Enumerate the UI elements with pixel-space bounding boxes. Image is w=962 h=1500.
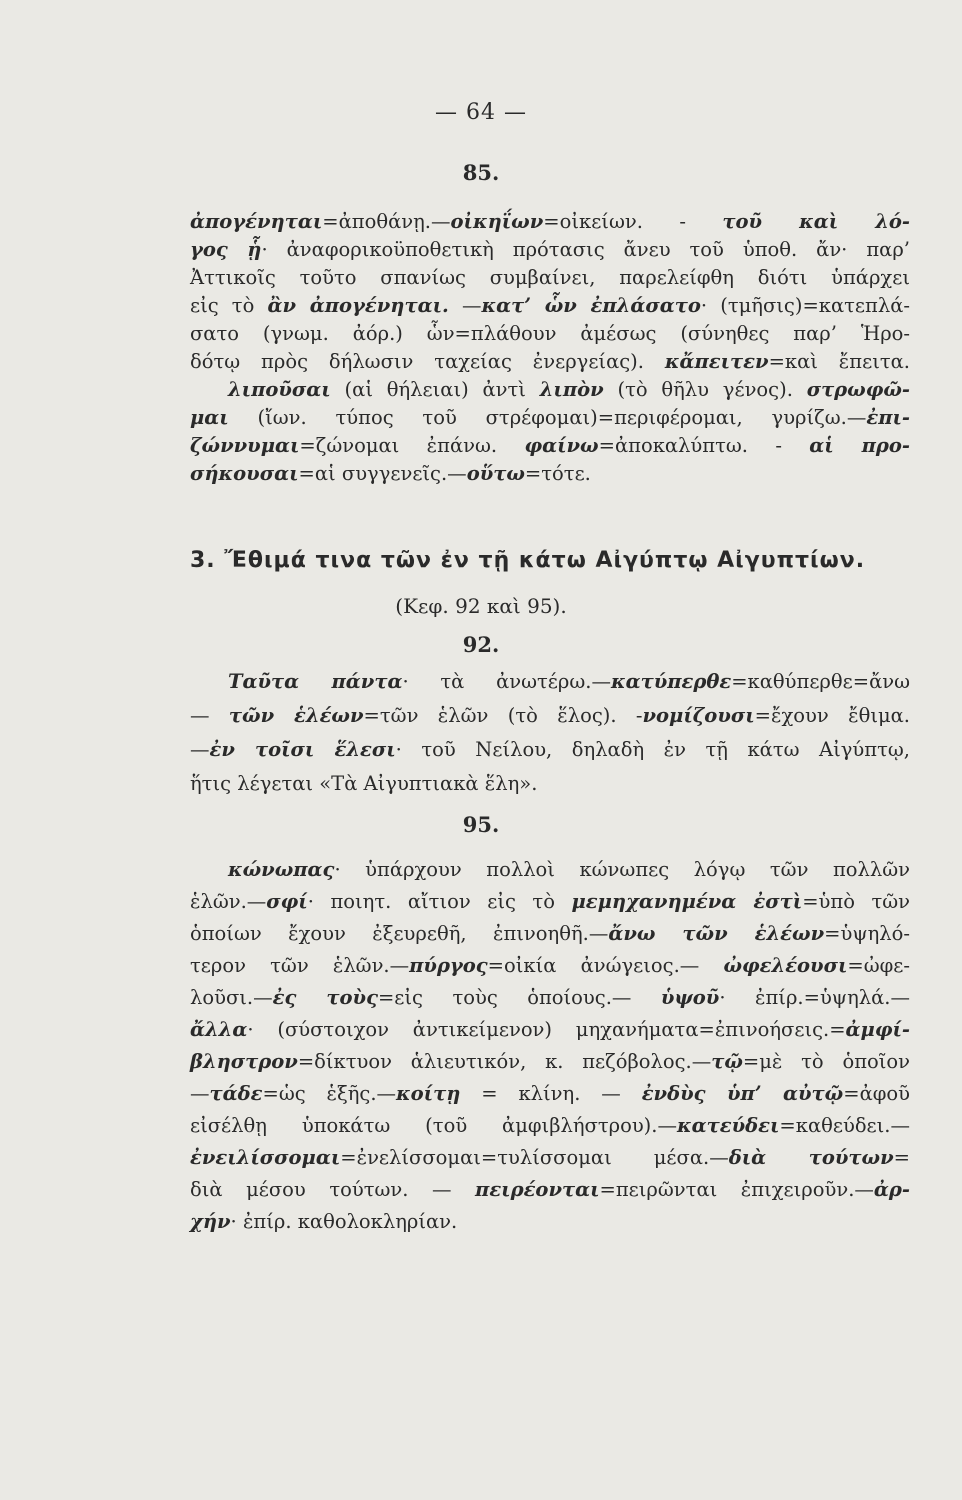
- text-line-25: [190, 1176, 910, 1204]
- lemma: κοίτῃ: [396, 1082, 461, 1105]
- lemma: νομίζουσι: [642, 704, 755, 727]
- gloss: =πειρῶνται ἐπιχειροῦν.—: [599, 1178, 874, 1201]
- gloss: =καθεύδει.—: [779, 1114, 910, 1137]
- text-line-12: [190, 702, 910, 730]
- text-line-5: [190, 320, 910, 348]
- gloss: —: [190, 738, 210, 761]
- text-line-2: [190, 236, 910, 264]
- lemma: κἄπειτεν: [664, 350, 769, 373]
- gloss: =καθύπερθε=ἄνω: [731, 670, 910, 693]
- text-line-17: [190, 920, 910, 948]
- gloss: δότῳ πρὸς δήλωσιν ταχείας ἐνεργείας).: [190, 350, 644, 373]
- gloss: =εἰς τοὺς ὁποίους.—: [377, 986, 632, 1009]
- lemma: βληστρον: [190, 1050, 298, 1073]
- lemma: τοῦ καὶ λό-: [722, 210, 910, 233]
- lemma: κατ’ ὧν ἐπλάσατο: [481, 294, 701, 317]
- lemma: ἐν τοῖσι ἕλεσι: [209, 738, 396, 761]
- lemma: μεμηχανημένα ἐστὶ: [571, 890, 803, 913]
- text-line-3: [190, 264, 910, 292]
- lemma: ἀρ-: [873, 1178, 910, 1201]
- gloss: =οἰκείων. -: [543, 210, 686, 233]
- text-line-23: [190, 1112, 910, 1140]
- lemma: τῷ: [711, 1050, 743, 1073]
- lemma: ἄλλα: [190, 1018, 248, 1041]
- gloss: · ἐπίρ.=ὑψηλά.—: [719, 986, 911, 1009]
- chapter-subheading: (Κεφ. 92 καὶ 95).: [395, 594, 567, 618]
- gloss: =ὑπὸ τῶν: [802, 890, 911, 913]
- text-line-6: [190, 348, 910, 376]
- lemma: φαίνω: [524, 434, 599, 457]
- text-line-15: [228, 856, 910, 884]
- gloss: · ποιητ. αἴτιον εἰς τὸ: [307, 890, 555, 913]
- lemma: ἀμφί-: [845, 1018, 910, 1041]
- text-line-22: [190, 1080, 910, 1108]
- section-number-85: 85.: [462, 160, 500, 185]
- gloss: λοῦσι.—: [190, 986, 273, 1009]
- lemma: διὰ τούτων: [728, 1146, 894, 1169]
- section-number-92: 92.: [462, 632, 500, 657]
- text-line-20: [190, 1016, 910, 1044]
- gloss: · τὰ ἀνωτέρω.—: [402, 670, 611, 693]
- lemma: λιποῦσαι: [228, 378, 331, 401]
- lemma: τάδε: [209, 1082, 263, 1105]
- gloss: (τὸ θῆλυ γένος).: [617, 378, 793, 401]
- gloss: =ἐνελίσσομαι=τυλίσσομαι μέσα.—: [340, 1146, 729, 1169]
- gloss: =καὶ ἔπειτα.: [768, 350, 910, 373]
- text-line-24: [190, 1144, 910, 1172]
- gloss: —: [461, 294, 482, 317]
- lemma: ἄνω τῶν ἑλέων: [608, 922, 825, 945]
- chapter-heading: 3. Ἔθιμά τινα τῶν ἐν τῇ κάτω Αἰγύπτῳ Αἰγυπτίων.: [190, 548, 866, 573]
- gloss: =δίκτυον ἁλιευτικόν, κ. πεζόβολος.—: [297, 1050, 712, 1073]
- gloss: ἑλῶν.—: [190, 890, 267, 913]
- gloss: · (τμῆσις)=κατεπλά-: [700, 294, 910, 317]
- lemma: κατύπερθε: [610, 670, 732, 693]
- gloss: (ἴων. τύπος τοῦ στρέφομαι)=περιφέρομαι, γυρίζω.—: [257, 406, 867, 429]
- gloss: · ἀναφορικοϋποθετικὴ πρότασις ἄνευ τοῦ ὑποθ. ἄν· παρ’: [261, 238, 910, 261]
- gloss: ἥτις λέγεται «Τὰ Αἰγυπτιακὰ ἕλη».: [190, 772, 538, 795]
- gloss: · τοῦ Νείλου, δηλαδὴ ἐν τῇ κάτω Αἰγύπτῳ,: [395, 738, 910, 761]
- gloss: =ἔχουν ἔθιμα.: [754, 704, 910, 727]
- gloss: (αἱ θήλειαι) ἀντὶ: [344, 378, 526, 401]
- gloss: =ἀποκαλύπτω. -: [598, 434, 782, 457]
- gloss: διὰ μέσου τούτων. —: [190, 1178, 452, 1201]
- gloss: · ὑπάρχουν πολλοὶ κώνωπες λόγῳ τῶν πολλῶν: [334, 858, 910, 881]
- text-line-19: [190, 984, 910, 1012]
- lemma: κατεύδει: [676, 1114, 780, 1137]
- gloss: =τῶν ἑλῶν (τὸ ἕλος). -: [363, 704, 643, 727]
- lemma: ἂν ἀπογένηται.: [267, 294, 449, 317]
- lemma: ἐς τοὺς: [272, 986, 378, 1009]
- gloss: =ζώνομαι ἐπάνω.: [299, 434, 498, 457]
- text-line-14: [190, 770, 910, 798]
- lemma: λιπὸν: [539, 378, 604, 401]
- gloss: =μὲ τὸ ὁποῖον: [742, 1050, 910, 1073]
- lemma: σήκουσαι: [190, 462, 299, 485]
- lemma: ἐνδὺς ὑπ’ αὐτῷ: [641, 1082, 844, 1105]
- gloss: =οἰκία ἀνώγειος.—: [487, 954, 700, 977]
- gloss: =ὡς ἑξῆς.—: [262, 1082, 397, 1105]
- lemma: οἰκηΐων: [450, 210, 544, 233]
- lemma: κώνωπας: [228, 858, 335, 881]
- text-line-7: [228, 376, 910, 404]
- lemma: πειρέονται: [475, 1178, 600, 1201]
- lemma: πύργος: [409, 954, 488, 977]
- text-line-21: [190, 1048, 910, 1076]
- lemma: αἱ προ-: [809, 434, 910, 457]
- lemma: ἐνειλίσσομαι: [190, 1146, 341, 1169]
- lemma: τῶν ἑλέων: [228, 704, 364, 727]
- gloss: =αἱ συγγενεῖς.—: [298, 462, 467, 485]
- text-line-18: [190, 952, 910, 980]
- page-number: — 64 —: [435, 100, 527, 125]
- text-line-16: [190, 888, 910, 916]
- gloss: =: [893, 1146, 910, 1169]
- text-line-10: [190, 460, 910, 488]
- lemma: ζώννυμαι: [190, 434, 300, 457]
- gloss: —: [190, 704, 210, 727]
- gloss: = κλίνη. —: [481, 1082, 621, 1105]
- gloss: εἰς τὸ: [190, 294, 255, 317]
- text-line-11: [228, 668, 910, 696]
- lemma: χήν: [190, 1210, 231, 1233]
- lemma: μαι: [190, 406, 229, 429]
- gloss: σατο (γνωμ. ἀόρ.) ὧν=πλάθουν ἀμέσως (σύνηθες παρ’ Ἡρο-: [190, 322, 910, 345]
- gloss: ὁποίων ἔχουν ἐξευρεθῆ, ἐπινοηθῆ.—: [190, 922, 609, 945]
- gloss: =τότε.: [524, 462, 591, 485]
- lemma: ἀπογένηται: [190, 210, 323, 233]
- gloss: =ἀφοῦ: [843, 1082, 910, 1105]
- lemma: οὕτω: [466, 462, 525, 485]
- lemma: ὠφελέουσι: [723, 954, 848, 977]
- text-line-8: [190, 404, 910, 432]
- gloss: Ἀττικοῖς τοῦτο σπανίως συμβαίνει, παρελείφθη διότι ὑπάρχει: [190, 266, 910, 289]
- section-number-95: 95.: [462, 812, 500, 837]
- lemma: στρωφῶ-: [806, 378, 911, 401]
- lemma: γος ᾗ: [190, 238, 262, 261]
- lemma: Ταῦτα πάντα: [228, 670, 403, 693]
- gloss: =ὠφε-: [847, 954, 910, 977]
- text-line-26: [190, 1208, 910, 1236]
- gloss: τερον τῶν ἑλῶν.—: [190, 954, 410, 977]
- gloss: =ὑψηλό-: [824, 922, 910, 945]
- lemma: σφί: [266, 890, 308, 913]
- gloss: —: [190, 1082, 210, 1105]
- text-line-1: [190, 208, 910, 236]
- gloss: =ἀποθάνῃ.—: [322, 210, 451, 233]
- text-line-9: [190, 432, 910, 460]
- text-line-4: [190, 292, 910, 320]
- gloss: · (σύστοιχον ἀντικείμενον) μηχανήματα=ἐπινοήσεις.=: [247, 1018, 846, 1041]
- text-line-13: [190, 736, 910, 764]
- gloss: · ἐπίρ. καθολοκληρίαν.: [230, 1210, 458, 1233]
- lemma: ὑψοῦ: [660, 986, 720, 1009]
- gloss: εἰσέλθῃ ὑποκάτω (τοῦ ἀμφιβλήστρου).—: [190, 1114, 677, 1137]
- lemma: ἐπι-: [866, 406, 910, 429]
